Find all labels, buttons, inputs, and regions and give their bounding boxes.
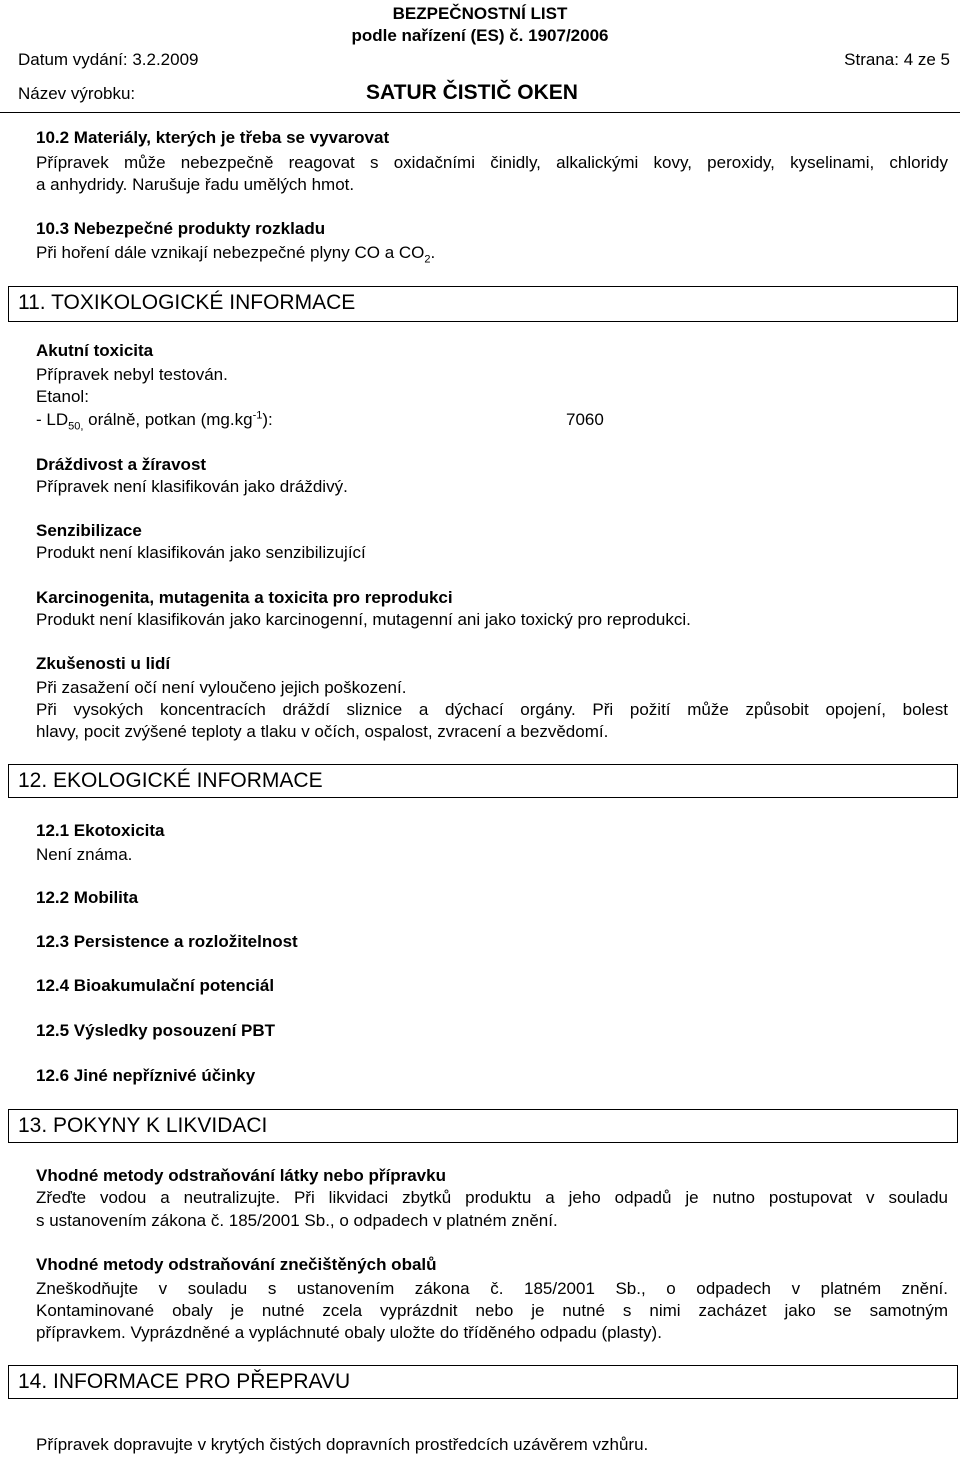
ld50-line: - $LD_{50,}$ orálně, potkan $(mg.kg^{-1})$: bbox=[36, 409, 273, 433]
sensitization-text: Produkt není klasifikován jako senzibilizující bbox=[36, 543, 366, 562]
packaging-disposal-line3: přípravkem. Vyprázdněné a vypláchnuté obaly uložte do tříděného odpadu (plasty). bbox=[36, 1323, 662, 1342]
pbt-heading: 12.5 Výsledky posouzení PBT bbox=[36, 1021, 276, 1040]
human-experience-line1: Při zasažení očí není vyloučeno jejich poškození. bbox=[36, 678, 407, 697]
disposal-method-line1: Zřeďte vodou a neutralizujte. Při likvidaci zbytků produktu a jeho odpadů je nutno postupovat v souladu bbox=[36, 1188, 948, 1207]
disposal-method-line2: s ustanovením zákona č. 185/2001 Sb., o odpadech v platném znění. bbox=[36, 1211, 558, 1230]
acute-toxicity-text: Přípravek nebyl testován. bbox=[36, 365, 228, 384]
human-experience-line2: Při vysokých koncentracích dráždí sliznice a dýchací orgány. Při požití může způsobit opojení, bolest bbox=[36, 700, 948, 719]
s10-2-heading: 10.2 Materiály, kterých je třeba se vyvarovat bbox=[36, 128, 390, 147]
section-11-title: 11. TOXIKOLOGICKÉ INFORMACE bbox=[18, 291, 356, 314]
product-name: SATUR ČISTIČ OKEN bbox=[366, 81, 578, 104]
sensitization-heading: Senzibilizace bbox=[36, 521, 142, 540]
irritation-text: Přípravek není klasifikován jako dráždivý. bbox=[36, 477, 348, 496]
ecotoxicity-heading: 12.1 Ekotoxicita bbox=[36, 821, 165, 840]
packaging-disposal-line1: Zneškodňujte v souladu s ustanovením zákona č. 185/2001 Sb., o odpadech v platném znění. bbox=[36, 1279, 948, 1298]
issue-date: Datum vydání: 3.2.2009 bbox=[18, 50, 199, 69]
s10-3-text: Při hoření dále vznikají nebezpečné plyny CO a $CO_2$. bbox=[36, 243, 436, 266]
section-12-title: 12. EKOLOGICKÉ INFORMACE bbox=[18, 769, 323, 792]
transport-text: Přípravek dopravujte v krytých čistých dopravních prostředcích uzávěrem vzhůru. bbox=[36, 1435, 649, 1454]
other-effects-heading: 12.6 Jiné nepříznivé účinky bbox=[36, 1066, 256, 1085]
packaging-disposal-line2: Kontaminované obaly je nutné zcela vyprázdnit nebo je nutné s nimi zacházet jako se samotným bbox=[36, 1301, 948, 1320]
s10-3-heading: 10.3 Nebezpečné produkty rozkladu bbox=[36, 219, 326, 238]
human-experience-heading: Zkušenosti u lidí bbox=[36, 654, 171, 673]
acute-toxicity-heading: Akutní toxicita bbox=[36, 341, 154, 360]
persistence-heading: 12.3 Persistence a rozložitelnost bbox=[36, 932, 298, 951]
product-label: Název výrobku: bbox=[18, 84, 136, 103]
carcinogenicity-text: Produkt není klasifikován jako karcinogenní, mutagenní ani jako toxický pro reprodukci. bbox=[36, 610, 691, 629]
human-experience-line3: hlavy, pocit zvýšené teploty a tlaku v očích, ospalost, zvracení a bezvědomí. bbox=[36, 722, 609, 741]
ecotoxicity-text: Není známa. bbox=[36, 845, 133, 864]
s10-2-line1: Přípravek může nebezpečně reagovat s oxidačními činidly, alkalickými kovy, peroxidy, kyselinami, chloridy bbox=[36, 153, 948, 172]
ld50-value: 7060 bbox=[566, 410, 604, 429]
s10-2-line2: a anhydridy. Narušuje řadu umělých hmot. bbox=[36, 175, 355, 194]
section-13-title: 13. POKYNY K LIKVIDACI bbox=[18, 1114, 268, 1137]
carcinogenicity-heading: Karcinogenita, mutagenita a toxicita pro reprodukci bbox=[36, 588, 453, 607]
disposal-method-heading: Vhodné metody odstraňování látky nebo přípravku bbox=[36, 1166, 446, 1185]
bioaccumulation-heading: 12.4 Bioakumulační potenciál bbox=[36, 976, 275, 995]
page-number: Strana: 4 ze 5 bbox=[844, 50, 950, 69]
document-subtitle: podle nařízení (ES) č. 1907/2006 bbox=[351, 26, 609, 45]
section-14-title: 14. INFORMACE PRO PŘEPRAVU bbox=[18, 1370, 351, 1393]
ethanol-label: Etanol: bbox=[36, 387, 89, 406]
irritation-heading: Dráždivost a žíravost bbox=[36, 455, 207, 474]
packaging-disposal-heading: Vhodné metody odstraňování znečištěných obalů bbox=[36, 1255, 437, 1274]
mobility-heading: 12.2 Mobilita bbox=[36, 888, 139, 907]
document-title: BEZPEČNOSTNÍ LIST bbox=[392, 4, 568, 23]
header-divider bbox=[0, 112, 960, 113]
